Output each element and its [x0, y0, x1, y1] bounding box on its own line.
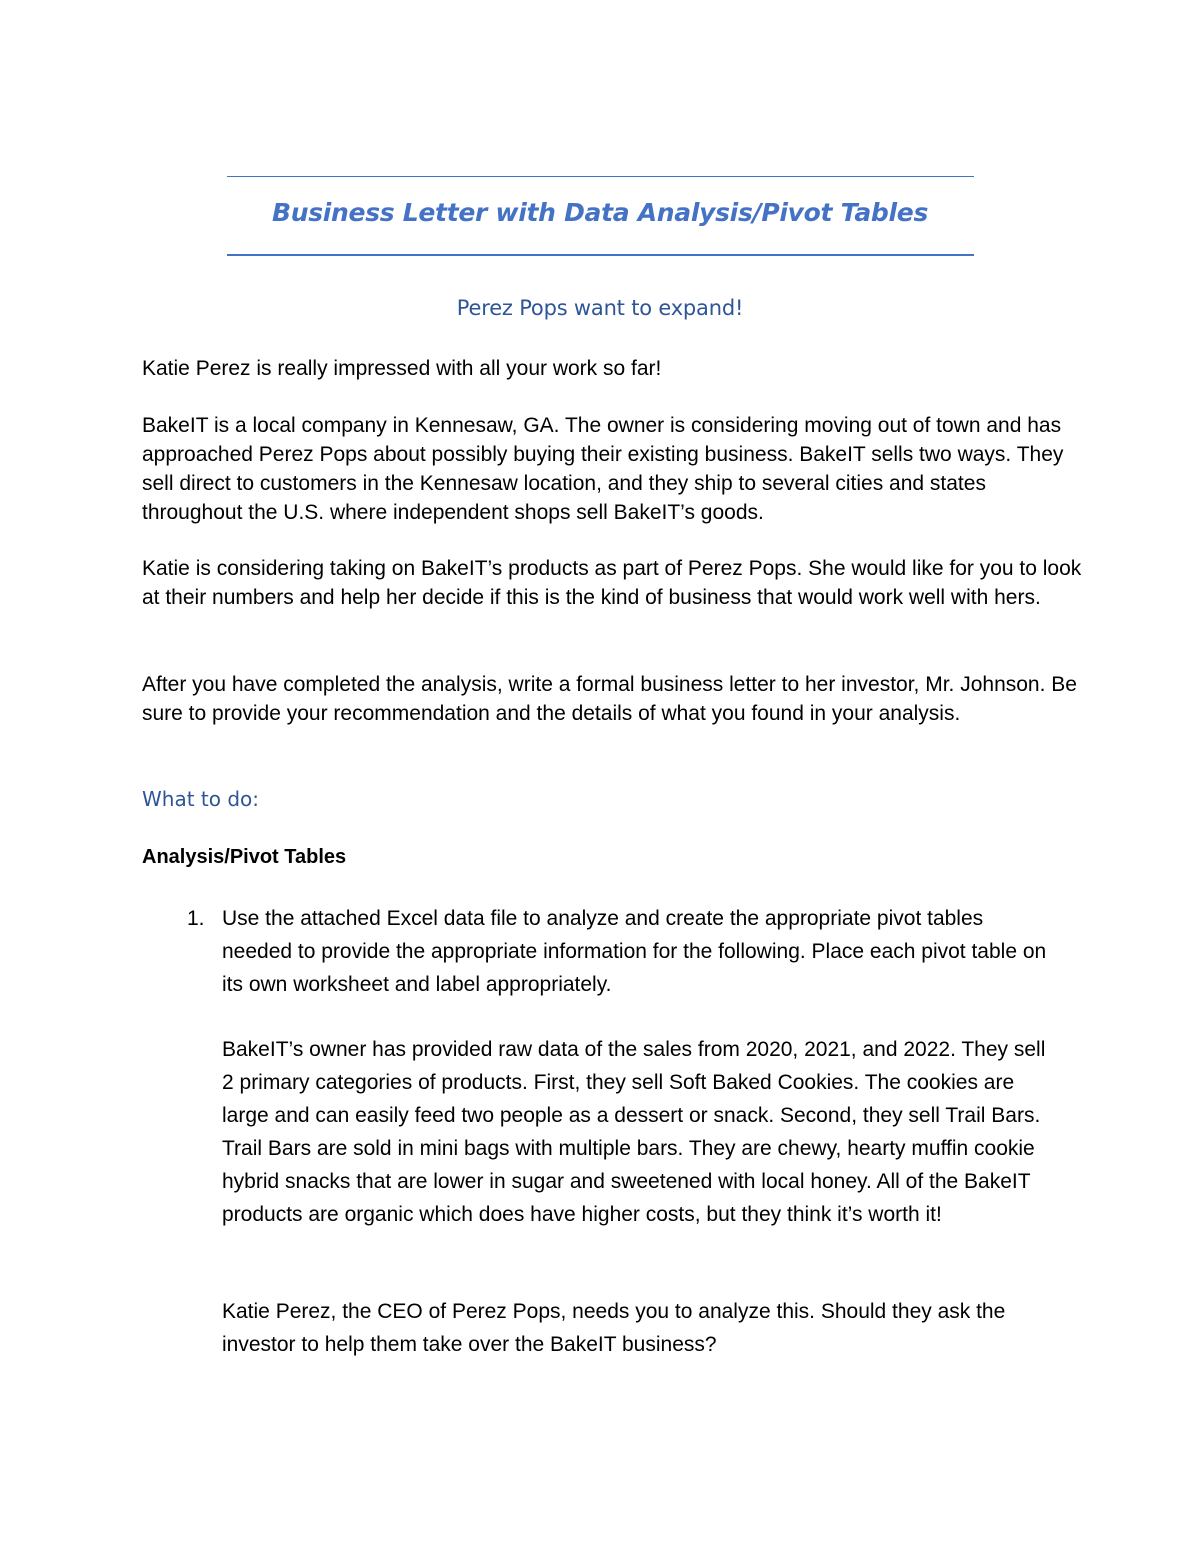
list-item-paragraph: Katie Perez, the CEO of Perez Pops, needs you to analyze this. Should they ask the investor to help them take over the BakeIT business?	[222, 1300, 1006, 1356]
paragraph-intro: Katie Perez is really impressed with all your work so far!	[142, 357, 662, 380]
list-item-paragraph: BakeIT’s owner has provided raw data of the sales from 2020, 2021, and 2022. They sell 2 primary categories of products. First, they sell Soft Baked Cookies. The cookies are large and can easily feed two people as a dessert or snack. Second, they sell Trail Bars. Trail Bars are sold in mini bags with multiple bars. They are chewy, hearty muffin cookie hybrid snacks that are lower in sugar and sweetened with local honey. All of the BakeIT products are organic which does have higher costs, but they think it’s worth it!	[222, 1038, 1046, 1226]
paragraph-letter: After you have completed the analysis, write a formal business letter to her investor, Mr. Johnson. Be sure to provide your recommendation and the details of what you found in your analysis.	[142, 673, 1077, 725]
title-top-rule	[227, 176, 974, 177]
paragraph-bakeit: BakeIT is a local company in Kennesaw, GA. The owner is considering moving out of town and has approached Perez Pops about possibly buying their existing business. BakeIT sells two ways. They sell direct to customers in the Kennesaw location, and they ship to several cities and states throughout the U.S. where independent shops sell BakeIT’s goods.	[142, 414, 1064, 524]
document-subtitle: Perez Pops want to expand!	[456, 296, 744, 320]
document-title: Business Letter with Data Analysis/Pivot Tables	[271, 198, 929, 227]
paragraph-katie: Katie is considering taking on BakeIT’s products as part of Perez Pops. She would like for you to look at their numbers and help her decide if this is the kind of business that would work well with hers.	[142, 557, 1082, 609]
list-item-paragraph: Use the attached Excel data file to analyze and create the appropriate pivot tables needed to provide the appropriate information for the following. Place each pivot table on its own worksheet and label appropriately.	[222, 907, 1047, 996]
list-item-number: 1.	[187, 907, 205, 930]
title-bottom-rule	[227, 254, 974, 256]
what-to-do-heading: What to do:	[142, 787, 260, 811]
section-heading: Analysis/Pivot Tables	[142, 846, 347, 868]
